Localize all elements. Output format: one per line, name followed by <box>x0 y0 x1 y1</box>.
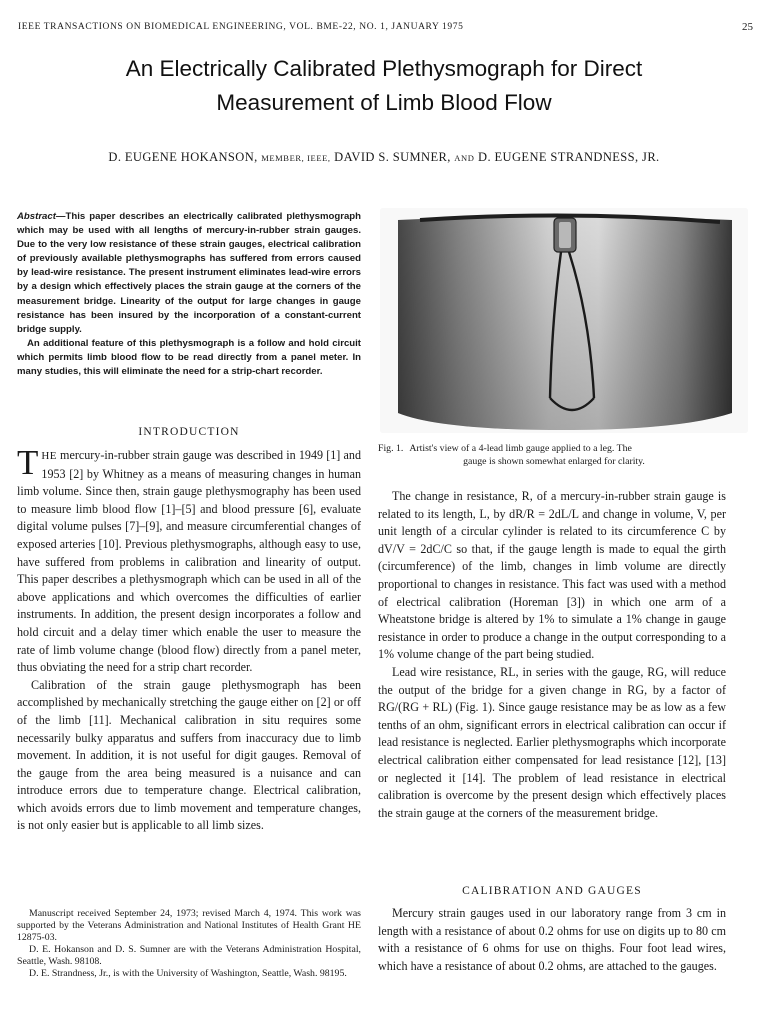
page-number: 25 <box>742 21 753 33</box>
right-paragraph-2: Lead wire resistance, RL, in series with the gauge, RG, will reduce the output of the bridge for a given change in RG, by a factor of RG/(RG + RL) (Fig. 1). Since gauge resistance may be as low as a few tenths of an ohm, significant errors in electrical calibration can occur if lead resistance is neglected. Earlier plethysmographs which incorporate electrical calibration either compensated for lead resistance [12], [13] or neglected it [14]. The problem of lead resistance in electrical calibration is overcome by the present design which effectively places the strain gauge at the corners of the measurement bridge. <box>378 664 726 820</box>
author-3: D. EUGENE STRANDNESS, JR. <box>478 150 660 164</box>
calibration-body <box>378 905 726 975</box>
caption-line-1: Artist's view of a 4-lead limb gauge applied to a leg. The <box>409 443 632 454</box>
abstract-text-1: —This paper describes an electrically calibrated plethysmograph which may be used with all lengths of mercury-in-rubber strain gauges. Due to the very low resistance of these strain gauges, electrical calibration of previously available plethysmographs has suffered from errors caused by lead-wire resistance. The present instrument eliminates lead-wire errors by a design which effectively places the strain gauge at the corners of the measurement bridge. Linearity of the output for large changes in gauge resistance has been insured by the incorporation of a constant-current bridge supply. <box>17 211 361 335</box>
section-heading-calibration: CALIBRATION AND GAUGES <box>462 885 642 897</box>
paper-title <box>20 52 748 120</box>
intro-text-1: mercury-in-rubber strain gauge was described in 1949 [1] and 1953 [2] by Whitney as a means of measuring changes in human limb volume. Since then, strain gauge plethysmography has been used to measure limb blood flow [1]–[5] and blood pressure [6], evaluate digital volume pulses [7]–[9], and measure circumferential changes of exposed arteries [10]. Previous plethysmographs, although easy to use, have suffered from problems in calibration and linearity of output. This paper describes a plethysmograph which can be used in all of the above applications and which overcomes the difficulties of earlier instruments. In addition, the present design incorporates a follow and hold circuit and a delay timer which enable the user to measure the rate of limb volume change (blood flow) directly from a panel meter, thus obviating the need for a strip chart recorder. <box>17 448 361 675</box>
author-conjunction: AND <box>454 153 475 163</box>
right-paragraph-1: The change in resistance, R, of a mercury-in-rubber strain gauge is related to its length, L, by dR/R = 2dL/L and change in volume, V, per unit length of a circular cylinder is related to its circumference C by dV/V = 2dC/C so that, if the gauge length is made to equal the girth (circumference) of the limb, changes in limb volume are directly proportional to changes in resistance. This fact was used with a method of electrical calibration (Horeman [3]) in which one arm of a Wheatstone bridge is altered by 1% to simulate a 1% change in gauge resistance in order to produce a change in the output corresponding to a 1% volume change of the part being studied. <box>378 489 726 662</box>
footnote-affiliation-2: D. E. Strandness, Jr., is with the University of Washington, Seattle, Wash. 98195. <box>29 968 347 979</box>
right-column-body <box>378 488 726 822</box>
footnote-affiliation-1: D. E. Hokanson and D. S. Sumner are with the Veterans Administration Hospital, Seattle, Wash. 98108. <box>17 944 361 967</box>
footnote <box>17 908 361 980</box>
footnote-manuscript: Manuscript received September 24, 1973; revised March 4, 1974. This work was supported by the Veterans Administration and National Institutes of Health Grant HE 12875-03. <box>17 908 361 943</box>
section-heading-introduction: INTRODUCTION <box>138 426 240 438</box>
abstract-paragraph-2: An additional feature of this plethysmograph is a follow and hold circuit which permits limb blood flow to be read directly from a panel meter. In many studies, this will eliminate the need for a strip-chart recorder. <box>17 337 361 378</box>
abstract <box>17 210 361 379</box>
caption-line-2: gauge is shown somewhat enlarged for clarity. <box>463 455 645 467</box>
calibration-paragraph-1: Mercury strain gauges used in our laboratory range from 3 cm in length with a resistance of about 0.2 ohms for use on digits up to 80 cm with a resistance of 6 ohms for use on thighs. Four foot lead wires, which have a resistance of about 0.2 ohms, are attached to the gauges. <box>378 906 726 973</box>
intro-paragraph-1 <box>17 443 361 677</box>
author-line <box>20 150 748 165</box>
introduction-body <box>17 443 361 835</box>
intro-paragraph-2: Calibration of the strain gauge plethysmograph has been accomplished by mechanically stretching the gauge either on [2] or off of the limb [11]. Mechanical calibration in situ requires some necessarily bulky apparatus and suffers from inaccuracy due to limb movement. In addition, it is not useful for digit gauges. Removal of the gauge from the area being measured is a nuisance and can introduce errors due to temperature change. Electrical calibration, which avoids errors due to limb movement and temperature changes, is not only easier but is applicable to all limb sizes. <box>17 677 361 833</box>
abstract-label: Abstract <box>17 211 56 222</box>
running-head: IEEE TRANSACTIONS ON BIOMEDICAL ENGINEERING, VOL. BME-22, NO. 1, JANUARY 1975 <box>18 22 464 32</box>
author-1: D. EUGENE HOKANSON, <box>108 150 258 164</box>
author-2: DAVID S. SUMNER, <box>334 150 451 164</box>
intro-first-word: HE <box>41 450 57 462</box>
figure-1-caption <box>378 443 730 468</box>
author-1-role: MEMBER, IEEE, <box>261 153 331 163</box>
title-line-1: An Electrically Calibrated Plethysmograph for Direct <box>125 56 643 81</box>
figure-label: Fig. 1. <box>378 443 404 454</box>
title-line-2: Measurement of Limb Blood Flow <box>216 90 552 115</box>
leg-gauge-drawing <box>380 208 748 433</box>
figure-1-leg-gauge-illustration <box>380 208 748 433</box>
abstract-paragraph-1 <box>17 210 361 337</box>
drop-cap: T <box>17 443 39 482</box>
